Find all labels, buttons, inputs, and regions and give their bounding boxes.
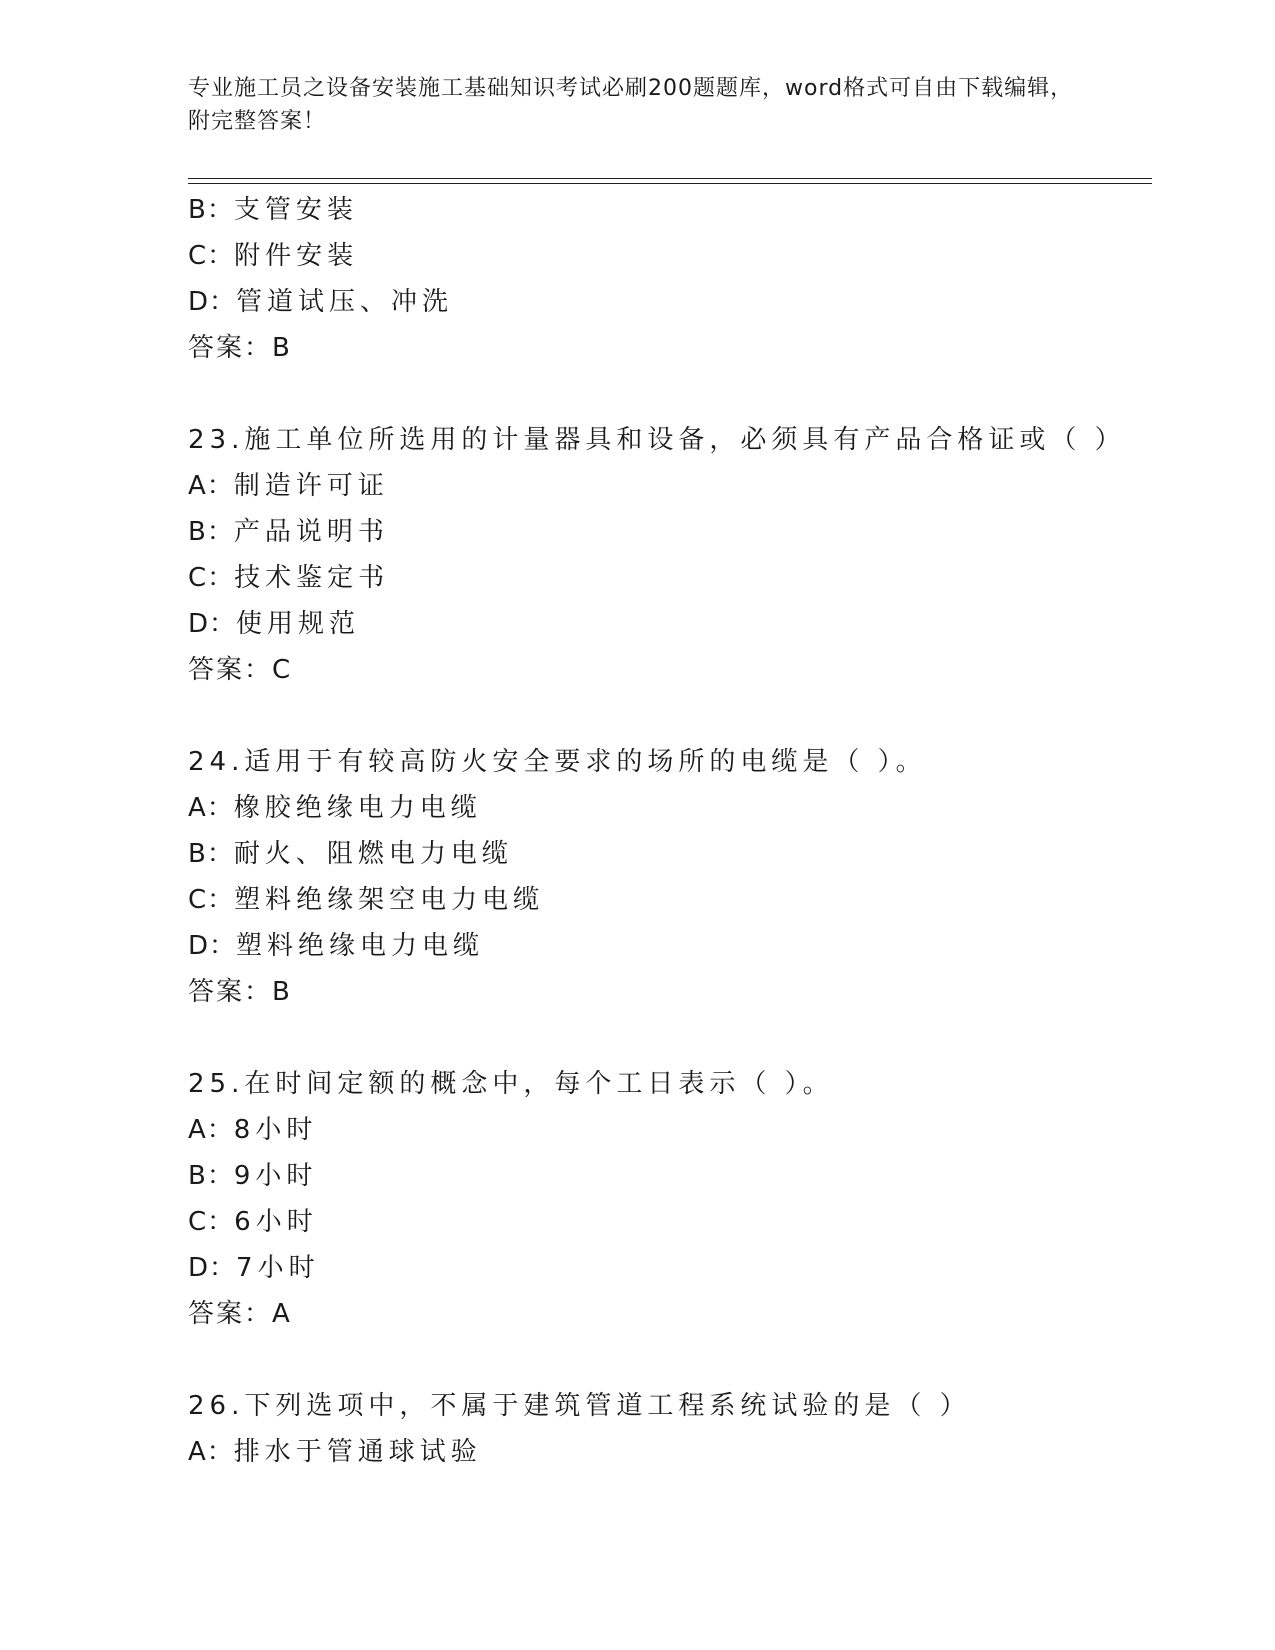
option-letter: C： bbox=[188, 241, 235, 271]
option-b bbox=[188, 831, 1148, 877]
option-d bbox=[188, 1245, 1148, 1291]
option-text: 9小时 bbox=[233, 1161, 318, 1191]
option-text: 产品说明书 bbox=[233, 517, 389, 547]
continued-question bbox=[188, 187, 1148, 371]
question-stem: 24.适用于有较高防火安全要求的场所的电缆是（ ）。 bbox=[188, 747, 927, 777]
option-letter: D： bbox=[188, 287, 237, 317]
option-text: 7小时 bbox=[236, 1253, 320, 1283]
option-letter: B： bbox=[188, 517, 234, 547]
header-rule-bottom bbox=[188, 183, 1152, 184]
question-26 bbox=[188, 1383, 1148, 1475]
option-letter: D： bbox=[188, 609, 237, 639]
option-text: 耐火、阻燃电力电缆 bbox=[233, 839, 513, 869]
option-text: 管道试压、冲洗 bbox=[236, 287, 454, 317]
question-25 bbox=[188, 1061, 1148, 1337]
option-letter: C： bbox=[188, 563, 235, 593]
option-d bbox=[188, 601, 1148, 647]
option-letter: B： bbox=[188, 839, 234, 869]
option-d bbox=[188, 923, 1148, 969]
answer-line: 答案：C bbox=[188, 655, 293, 685]
option-text: 塑料绝缘架空电力电缆 bbox=[234, 885, 545, 915]
option-letter: B： bbox=[188, 195, 234, 225]
answer-line: 答案：B bbox=[188, 333, 292, 363]
option-letter: D： bbox=[188, 1253, 237, 1283]
option-text: 塑料绝缘电力电缆 bbox=[236, 931, 485, 961]
question-stem: 25.在时间定额的概念中，每个工日表示（ ）。 bbox=[188, 1069, 834, 1099]
option-a bbox=[188, 1429, 1148, 1475]
option-d bbox=[188, 279, 1148, 325]
question-23 bbox=[188, 417, 1148, 693]
spacer bbox=[188, 1015, 1148, 1061]
option-a bbox=[188, 785, 1148, 831]
option-c bbox=[188, 555, 1148, 601]
header-rule-top bbox=[188, 178, 1152, 179]
option-letter: A： bbox=[188, 793, 234, 823]
option-letter: A： bbox=[188, 471, 234, 501]
option-c bbox=[188, 877, 1148, 923]
answer-line: 答案：A bbox=[188, 1299, 292, 1329]
answer-line: 答案：B bbox=[188, 977, 292, 1007]
option-text: 橡胶绝缘电力电缆 bbox=[233, 793, 482, 823]
option-letter: A： bbox=[188, 1437, 234, 1467]
option-b bbox=[188, 187, 1148, 233]
option-letter: A： bbox=[188, 1115, 234, 1145]
option-a bbox=[188, 1107, 1148, 1153]
question-24 bbox=[188, 739, 1148, 1015]
option-text: 使用规范 bbox=[236, 609, 361, 639]
option-letter: C： bbox=[188, 885, 235, 915]
document-header-title: 专业施工员之设备安装施工基础知识考试必刷200题题库，word格式可自由下载编辑，附完整答案！ bbox=[188, 76, 1074, 134]
option-c bbox=[188, 233, 1148, 279]
option-text: 附件安装 bbox=[234, 241, 359, 271]
spacer bbox=[188, 1337, 1148, 1383]
option-b bbox=[188, 509, 1148, 555]
spacer bbox=[188, 371, 1148, 417]
question-stem: 23.施工单位所选用的计量器具和设备，必须具有产品合格证或（ ） bbox=[188, 425, 1126, 455]
option-text: 排水于管通球试验 bbox=[233, 1437, 482, 1467]
option-text: 支管安装 bbox=[233, 195, 358, 225]
option-text: 6小时 bbox=[234, 1207, 318, 1237]
spacer bbox=[188, 693, 1148, 739]
option-letter: C： bbox=[188, 1207, 235, 1237]
option-text: 制造许可证 bbox=[233, 471, 389, 501]
question-list bbox=[188, 187, 1148, 1475]
option-letter: B： bbox=[188, 1161, 234, 1191]
option-c bbox=[188, 1199, 1148, 1245]
option-text: 8小时 bbox=[233, 1115, 318, 1145]
option-letter: D： bbox=[188, 931, 237, 961]
question-stem: 26.下列选项中，不属于建筑管道工程系统试验的是（ ） bbox=[188, 1391, 971, 1421]
option-b bbox=[188, 1153, 1148, 1199]
option-a bbox=[188, 463, 1148, 509]
option-text: 技术鉴定书 bbox=[234, 563, 390, 593]
